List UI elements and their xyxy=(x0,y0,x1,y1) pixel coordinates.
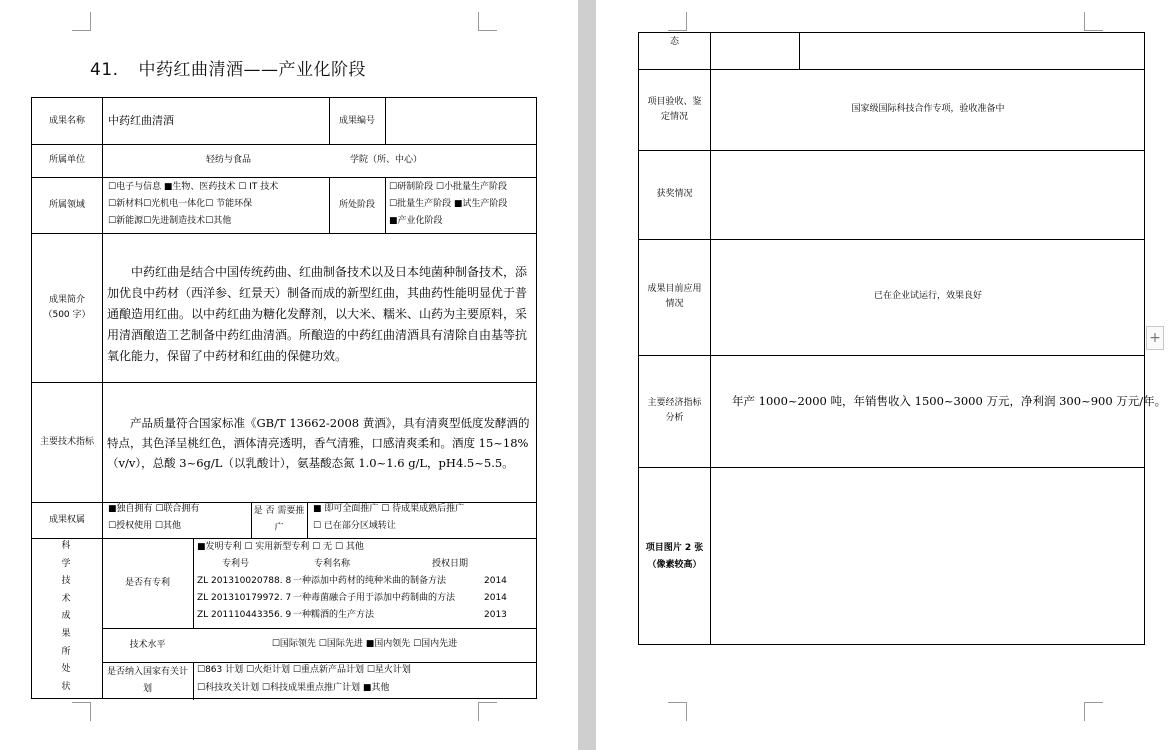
crop-mark xyxy=(72,702,91,721)
indicator-label: 主要技术指标 xyxy=(40,436,95,447)
rights-label: 成果权属 xyxy=(48,514,85,525)
right-page xyxy=(596,0,1173,750)
crop-mark xyxy=(668,12,687,31)
level-value: ☐国际领先 ☐国际先进 ■国内领先 ☐国内先进 xyxy=(271,639,458,649)
plan-label: 是否纳入国家有关计划 xyxy=(106,667,188,694)
plan-line: ☐科技攻关计划 ☐科技成果重点推广计划 ■其他 xyxy=(197,683,390,693)
patent-no: ZL 201110443356. 9 xyxy=(197,610,292,620)
application-value: 已在企业试运行，效果良好 xyxy=(873,291,982,301)
intro-label: 成果简介（500 字） xyxy=(43,294,91,320)
status-tail-label: 态 xyxy=(669,36,679,47)
field-line: ☐电子与信息 ■生物、医药技术 ☐ IT 技术 xyxy=(108,182,279,192)
patent-year: 2014 xyxy=(484,576,507,586)
patent-header-no: 专利号 xyxy=(222,559,250,569)
economic-label: 主要经济指标分析 xyxy=(647,398,702,423)
economic-value: 年产 1000~2000 吨，年销售收入 1500~3000 万元，净利润 300~900 万元/年。 xyxy=(732,394,1167,408)
patent-name: 一种添加中药材的纯种米曲的制备方法 xyxy=(293,576,447,586)
rights-line: ☐授权使用 ☐其他 xyxy=(108,521,181,531)
photo-label: 项目图片 2 张（像素较高） xyxy=(645,542,704,570)
crop-mark xyxy=(72,12,91,31)
patent-header-date: 授权日期 xyxy=(432,559,469,569)
crop-mark xyxy=(1084,702,1103,721)
field-label: 所属领域 xyxy=(48,199,85,210)
field-line: ☐新材料☐光机电一体化☐ 节能环保 xyxy=(108,199,253,209)
award-label: 获奖情况 xyxy=(656,189,693,199)
promote-line: ☐ 已在部分区域转让 xyxy=(313,521,396,531)
name-value: 中药红曲清酒 xyxy=(108,114,174,127)
continuation-table xyxy=(638,32,1167,645)
crop-mark xyxy=(668,702,687,721)
application-label: 成果目前应用情况 xyxy=(647,284,702,309)
stage-label: 所处阶段 xyxy=(338,199,375,210)
promote-label: 是 否 需要推广 xyxy=(253,506,305,533)
stage-line: ☐批量生产阶段 ■试生产阶段 xyxy=(389,199,508,209)
patent-name: 一种糯酒的生产方法 xyxy=(293,610,375,620)
crop-mark xyxy=(478,12,497,31)
patent-types: ■发明专利 ☐ 实用新型专利 ☐ 无 ☐ 其他 xyxy=(197,542,364,552)
title-number: 41. xyxy=(90,60,119,80)
add-page-button[interactable]: + xyxy=(1146,326,1164,350)
name-label: 成果名称 xyxy=(48,115,85,126)
unit-value: 轻纺与食品 xyxy=(206,155,252,165)
field-line: ☐新能源☐先进制造技术☐其他 xyxy=(108,216,232,226)
indicator-text: 产品质量符合国家标准《GB/T 13662-2008 黄酒》，具有清爽型低度发酵酒的特点，其色泽呈桃红色，酒体清亮透明，香气清雅，口感清爽柔和。酒度 15~18%（v/v），总酸 3~6g/L（以乳酸计），氨基酸态氮 1.0~1.6 g/L，pH4.5~5.5。 xyxy=(107,416,530,470)
patent-header-name: 专利名称 xyxy=(314,559,351,569)
acceptance-value: 国家级国际科技合作专项，验收准备中 xyxy=(851,104,1005,114)
page-title xyxy=(90,55,366,80)
patent-no: ZL 201310179972. 7 xyxy=(197,593,292,603)
patent-label: 是否有专利 xyxy=(124,577,170,588)
crop-mark xyxy=(1084,12,1103,31)
patent-no: ZL 201310020788. 8 xyxy=(197,576,292,586)
left-page xyxy=(0,0,578,750)
plan-line: ☐863 计划 ☐火炬计划 ☐重点新产品计划 ☐星火计划 xyxy=(197,665,411,675)
unit-label: 所属单位 xyxy=(48,155,85,165)
patent-year: 2013 xyxy=(484,610,507,620)
code-label: 成果编号 xyxy=(338,115,375,126)
level-label: 技术水平 xyxy=(129,639,166,650)
intro-text: 中药红曲是结合中国传统药曲、红曲制备技术以及日本纯菌种制备技术，添加优良中药材（西洋参、红景天）制备而成的新型红曲，其曲药性能明显优于普通酿造用红曲。以中药红曲为糖化发酵剂，以大米、糯米、山药为主要原料，采用清酒酿造工艺制备中药红曲清酒。所酿造的中药红曲清酒具有清除自由基等抗氧化能力，保留了中药材和红曲的保健功效。 xyxy=(107,265,528,363)
acceptance-label: 项目验收、鉴定情况 xyxy=(647,96,702,122)
promote-line: ■ 即可全面推广 ☐ 待成果成熟后推广 xyxy=(313,504,465,514)
status-side-label: 科 学 技 术 成 果 所 处 状 xyxy=(61,541,71,692)
stage-line: ■产业化阶段 xyxy=(389,216,443,226)
rights-line: ■独自拥有 ☐联合拥有 xyxy=(108,504,200,514)
title-text: 中药红曲清酒——产业化阶段 xyxy=(138,60,367,80)
patent-year: 2014 xyxy=(484,593,507,603)
stage-line: ☐研制阶段 ☐小批量生产阶段 xyxy=(389,182,507,192)
page-gap xyxy=(578,0,596,750)
patent-name: 一种毒菌融合子用于添加中药制曲的方法 xyxy=(293,593,456,603)
unit-suffix: 学院（所、中心） xyxy=(350,155,423,165)
crop-mark xyxy=(478,702,497,721)
achievement-table xyxy=(31,97,537,699)
